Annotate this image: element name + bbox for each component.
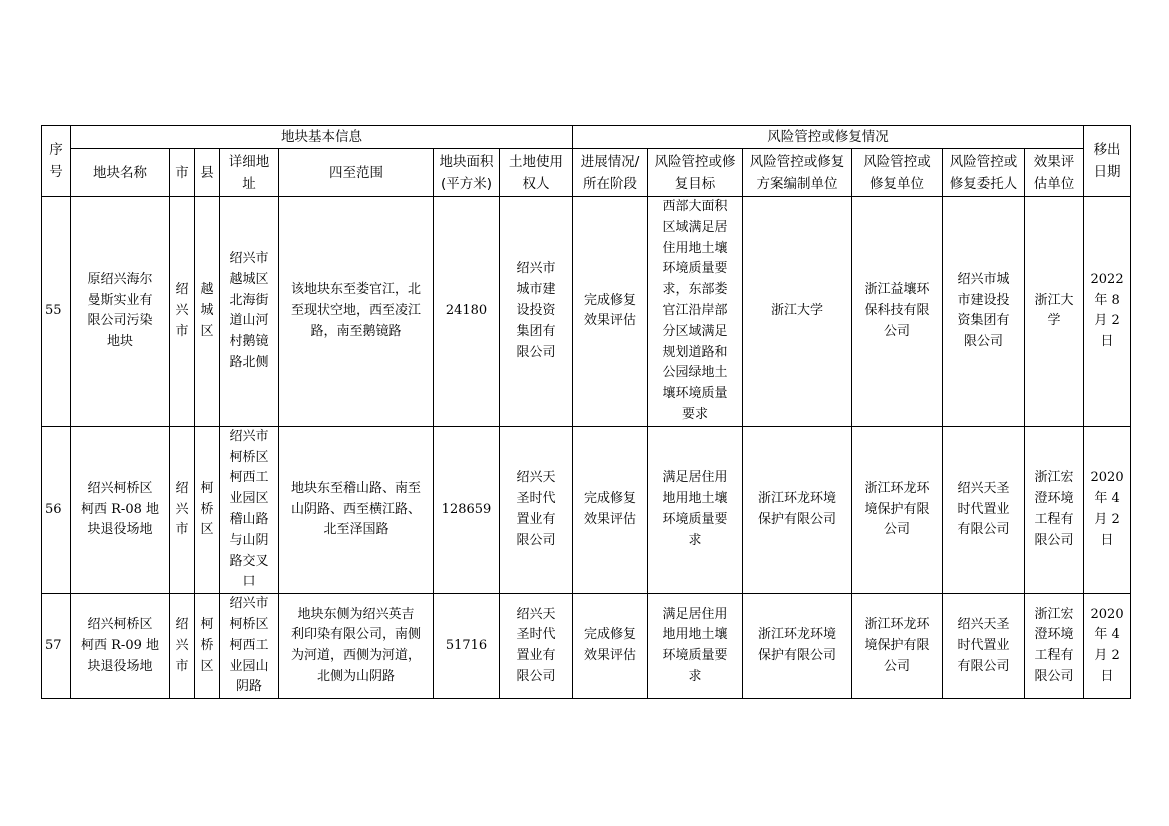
cell-repair-unit: 浙江益壤环 保科技有限 公司	[852, 197, 943, 427]
header-progress: 进展情况/ 所在阶段	[573, 149, 648, 197]
cell-area: 24180	[434, 197, 500, 427]
header-row-columns	[42, 149, 1131, 197]
cell-boundary: 该地块东至娄官江，北 至现状空地，西至凌江 路，南至鹅镜路	[279, 197, 434, 427]
cell-address: 绍兴市 越城区 北海街 道山河 村鹅镜 路北侧	[220, 197, 279, 427]
header-evaluation-unit: 效果评 估单位	[1025, 149, 1084, 197]
cell-seq: 56	[42, 426, 71, 593]
cell-plan-unit: 浙江环龙环境 保护有限公司	[743, 426, 852, 593]
cell-evaluation-unit: 浙江宏 澄环境 工程有 限公司	[1025, 594, 1084, 699]
cell-progress: 完成修复 效果评估	[573, 594, 648, 699]
cell-boundary: 地块东至稽山路、南至 山阴路、西至横江路、 北至泽国路	[279, 426, 434, 593]
header-boundary: 四至范围	[279, 149, 434, 197]
cell-county: 越 城 区	[195, 197, 220, 427]
header-seq: 序 号	[42, 126, 71, 197]
cell-site-name: 绍兴柯桥区 柯西 R-09 地 块退役场地	[71, 594, 170, 699]
cell-land-owner: 绍兴市 城市建 设投资 集团有 限公司	[500, 197, 573, 427]
cell-area: 128659	[434, 426, 500, 593]
cell-county: 柯 桥 区	[195, 426, 220, 593]
cell-progress: 完成修复 效果评估	[573, 426, 648, 593]
cell-site-name: 原绍兴海尔 曼斯实业有 限公司污染 地块	[71, 197, 170, 427]
cell-removal-date: 2020 年 4 月 2 日	[1084, 594, 1131, 699]
cell-plan-unit: 浙江大学	[743, 197, 852, 427]
cell-city: 绍 兴 市	[170, 426, 195, 593]
contaminated-sites-table	[41, 125, 1131, 699]
cell-client: 绍兴市城 市建设投 资集团有 限公司	[943, 197, 1025, 427]
cell-evaluation-unit: 浙江大 学	[1025, 197, 1084, 427]
cell-progress: 完成修复 效果评估	[573, 197, 648, 427]
cell-land-owner: 绍兴天 圣时代 置业有 限公司	[500, 426, 573, 593]
cell-plan-unit: 浙江环龙环境 保护有限公司	[743, 594, 852, 699]
cell-repair-unit: 浙江环龙环 境保护有限 公司	[852, 426, 943, 593]
header-removal-date: 移出 日期	[1084, 126, 1131, 197]
cell-removal-date: 2020 年 4 月 2 日	[1084, 426, 1131, 593]
header-group-risk-control: 风险管控或修复情况	[573, 126, 1084, 149]
cell-target: 满足居住用 地用地土壤 环境质量要 求	[648, 594, 743, 699]
table-body	[42, 197, 1131, 699]
cell-address: 绍兴市 柯桥区 柯西工 业园区 稽山路 与山阴 路交叉 口	[220, 426, 279, 593]
cell-site-name: 绍兴柯桥区 柯西 R-08 地 块退役场地	[71, 426, 170, 593]
header-land-owner: 土地使用 权人	[500, 149, 573, 197]
cell-city: 绍 兴 市	[170, 197, 195, 427]
cell-city: 绍 兴 市	[170, 594, 195, 699]
cell-area: 51716	[434, 594, 500, 699]
header-plan-unit: 风险管控或修复 方案编制单位	[743, 149, 852, 197]
header-county: 县	[195, 149, 220, 197]
cell-seq: 57	[42, 594, 71, 699]
header-site-name: 地块名称	[71, 149, 170, 197]
cell-client: 绍兴天圣 时代置业 有限公司	[943, 426, 1025, 593]
header-group-basic-info: 地块基本信息	[71, 126, 573, 149]
cell-address: 绍兴市 柯桥区 柯西工 业园山 阴路	[220, 594, 279, 699]
table-row	[42, 426, 1131, 593]
cell-seq: 55	[42, 197, 71, 427]
cell-client: 绍兴天圣 时代置业 有限公司	[943, 594, 1025, 699]
header-row-groups	[42, 126, 1131, 149]
header-address: 详细地 址	[220, 149, 279, 197]
cell-boundary: 地块东侧为绍兴英吉 利印染有限公司，南侧 为河道，西侧为河道， 北侧为山阴路	[279, 594, 434, 699]
cell-land-owner: 绍兴天 圣时代 置业有 限公司	[500, 594, 573, 699]
cell-county: 柯 桥 区	[195, 594, 220, 699]
header-client: 风险管控或 修复委托人	[943, 149, 1025, 197]
cell-removal-date: 2022 年 8 月 2 日	[1084, 197, 1131, 427]
header-target: 风险管控或修 复目标	[648, 149, 743, 197]
cell-evaluation-unit: 浙江宏 澄环境 工程有 限公司	[1025, 426, 1084, 593]
header-repair-unit: 风险管控或 修复单位	[852, 149, 943, 197]
cell-target: 西部大面积 区域满足居 住用地土壤 环境质量要 求，东部娄 官江沿岸部 分区域满足 规划道路和 公园绿地土 壤环境质量 要求	[648, 197, 743, 427]
header-city: 市	[170, 149, 195, 197]
cell-target: 满足居住用 地用地土壤 环境质量要 求	[648, 426, 743, 593]
header-area: 地块面积 (平方米)	[434, 149, 500, 197]
cell-repair-unit: 浙江环龙环 境保护有限 公司	[852, 594, 943, 699]
table-row	[42, 197, 1131, 427]
table-row	[42, 594, 1131, 699]
